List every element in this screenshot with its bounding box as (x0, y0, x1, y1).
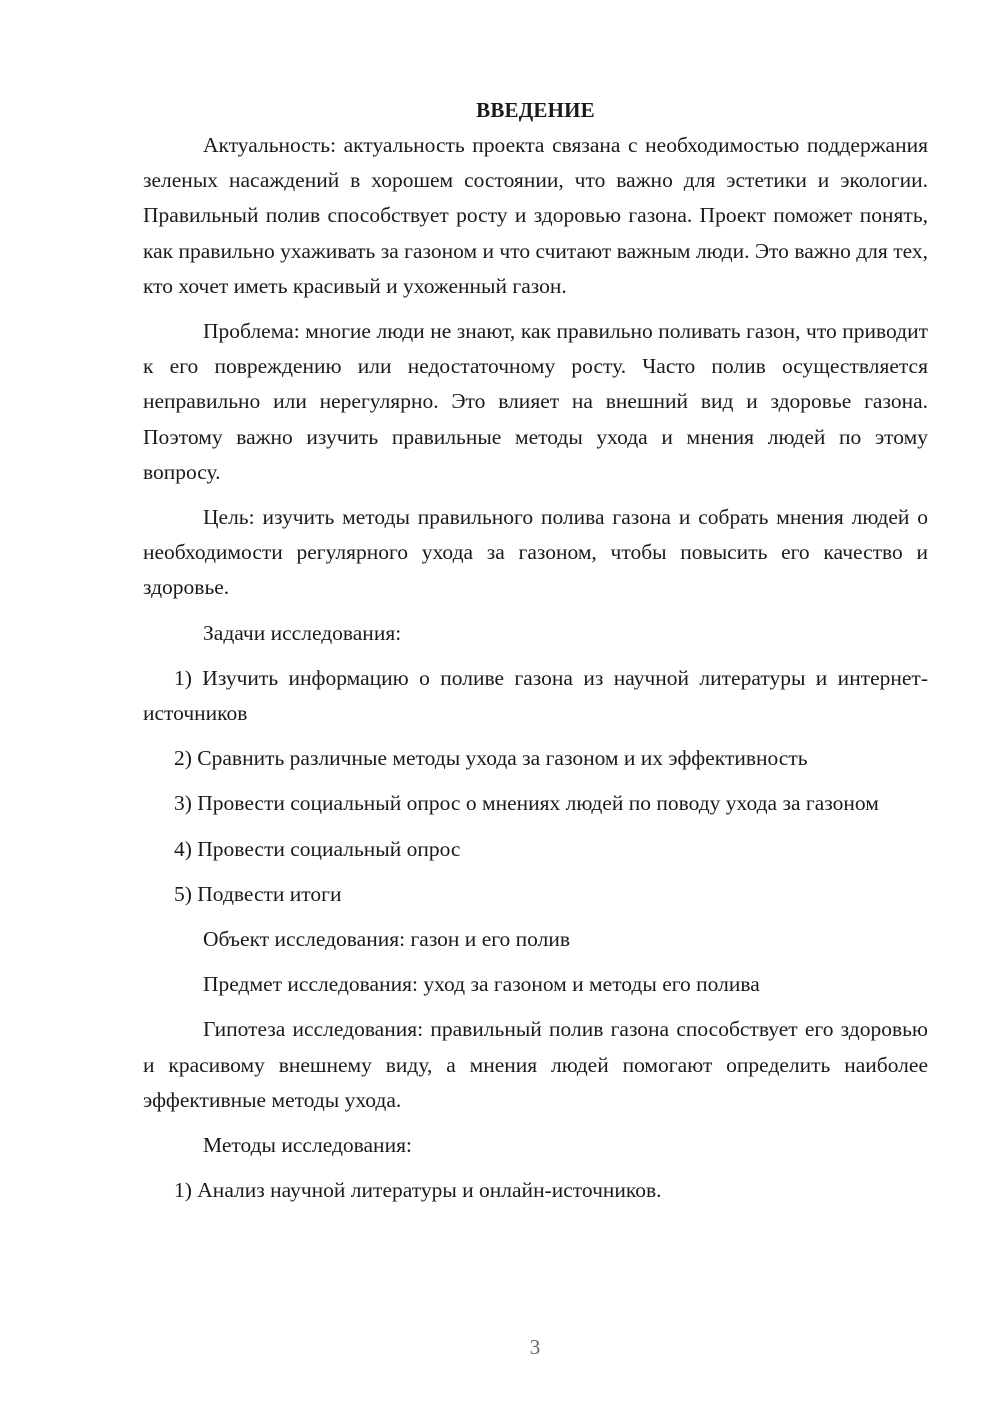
document-page (143, 92, 928, 1218)
task-item-1: 1) Изучить информацию о поливе газона из научной литературы и интернет-источников (143, 665, 928, 726)
paragraph-subject: Предмет исследования: уход за газоном и методы его полива (203, 972, 760, 997)
task-item-5: 5) Подвести итоги (174, 881, 342, 906)
page-number: 3 (529, 1335, 541, 1359)
section-title: ВВЕДЕНИЕ (476, 98, 595, 122)
method-item-1: 1) Анализ научной литературы и онлайн-источников. (174, 1178, 662, 1203)
task-item-4: 4) Провести социальный опрос (174, 836, 461, 861)
paragraph-hypothesis: Гипотеза исследования: правильный полив газона способствует его здоровью и красивому внешнему виду, а мнения людей помогают определить наиболее эффективные методы ухода. (143, 1017, 928, 1112)
paragraph-object: Объект исследования: газон и его полив (203, 927, 571, 952)
task-item-3: 3) Провести социальный опрос о мнениях людей по поводу ухода за газоном (174, 791, 879, 816)
paragraph-tasks-heading: Задачи исследования: (203, 620, 402, 645)
paragraph-methods-heading: Методы исследования: (203, 1133, 412, 1158)
paragraph-relevance: Актуальность: актуальность проекта связана с необходимостью поддержания зеленых насаждений в хорошем состоянии, что важно для эстетики и экологии. Правильный полив способствует росту и здоровью газона. Проект поможет понять, как правильно ухаживать за газоном и что считают важным люди. Это важно для тех, кто хочет иметь красивый и ухоженный газон. (143, 133, 928, 298)
paragraph-goal: Цель: изучить методы правильного полива газона и собрать мнения людей о необходимости регулярного ухода за газоном, чтобы повысить его качество и здоровье. (143, 505, 928, 600)
paragraph-problem: Проблема: многие люди не знают, как правильно поливать газон, что приводит к его повреждению или недостаточному росту. Часто полив осуществляется неправильно или нерегулярно. Это влияет на внешний вид и здоровье газона. Поэтому важно изучить правильные методы ухода и мнения людей по этому вопросу. (143, 319, 928, 484)
task-item-2: 2) Сравнить различные методы ухода за газоном и их эффективность (174, 746, 808, 771)
